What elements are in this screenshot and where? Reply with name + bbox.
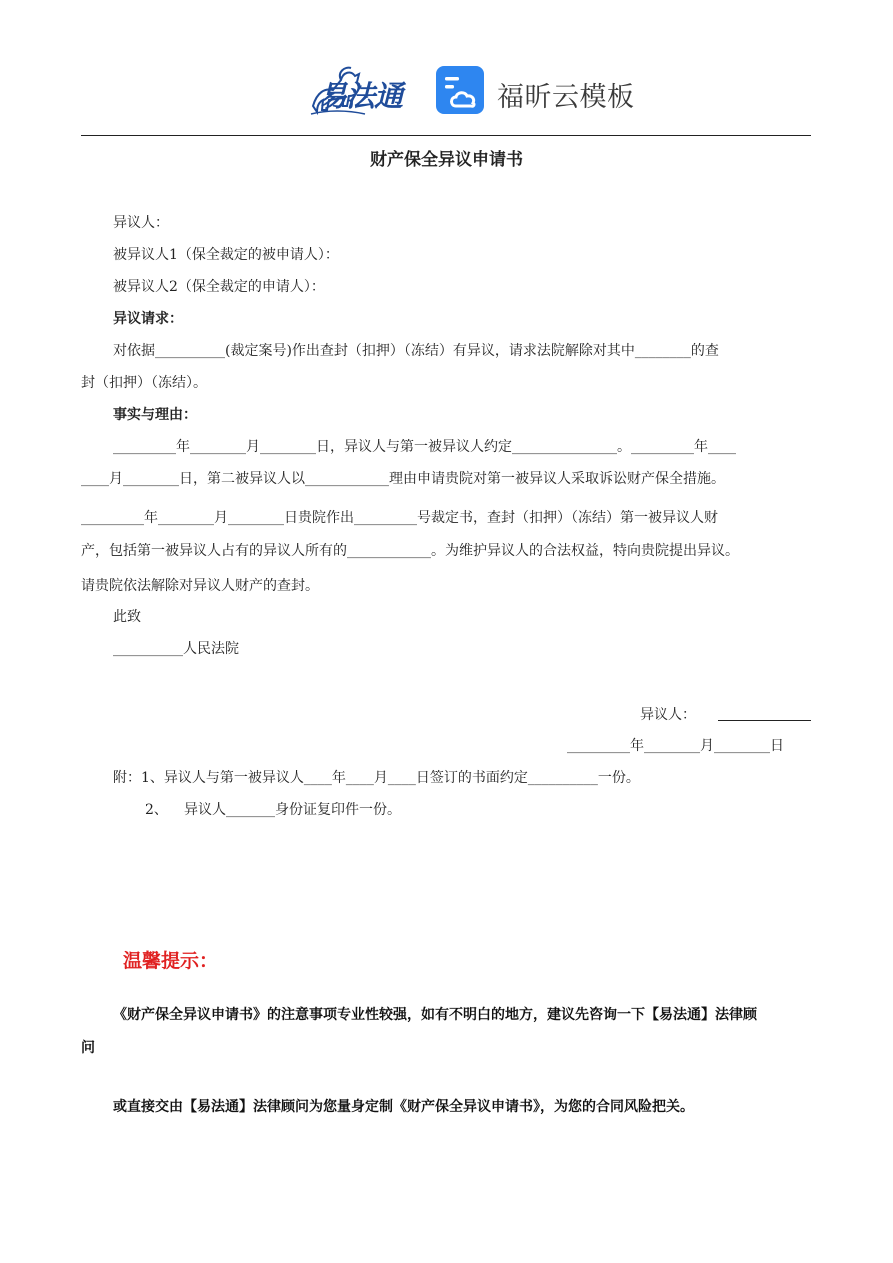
facts-line-3: _________年________月________日贵院作出_________号裁定书，查封（扣押）（冻结）第一被异议人财 xyxy=(81,510,718,526)
document-title: 财产保全异议申请书 xyxy=(370,150,523,170)
facts-line-1: _________年________月________日，异议人与第一被异议人约定_______________。_________年____ xyxy=(113,439,736,455)
facts-heading: 事实与理由： xyxy=(113,407,197,423)
signature-label: 异议人： xyxy=(640,707,696,723)
claims-line-1: 对依据__________(裁定案号)作出查封（扣押）（冻结）有异议，请求法院解除对其中________的查 xyxy=(113,343,719,359)
tips-title: 温馨提示： xyxy=(123,950,219,972)
facts-line-5: 请贵院依法解除对异议人财产的查封。 xyxy=(81,578,319,594)
court-name: __________人民法院 xyxy=(113,641,239,657)
respondent1-label: 被异议人1（保全裁定的被申请人）： xyxy=(113,247,339,263)
objector-label: 异议人： xyxy=(113,215,169,231)
yifatong-logo-text: 易法通 xyxy=(318,79,403,113)
facts-line-2: ____月________日，第二被异议人以____________理由申请贵院对第一被异议人采取诉讼财产保全措施。 xyxy=(81,471,725,487)
attachment-2-text: 异议人_______身份证复印件一份。 xyxy=(184,802,401,818)
tips-line-2: 或直接交由【易法通】法律顾问为您量身定制《财产保全异议申请书》，为您的合同风险把关。 xyxy=(113,1099,694,1115)
header-divider xyxy=(81,135,811,136)
respondent2-label: 被异议人2（保全裁定的申请人）： xyxy=(113,279,325,295)
signature-line xyxy=(718,720,811,721)
fuxin-logo-text: 福昕云模板 xyxy=(497,82,635,113)
claims-heading: 异议请求： xyxy=(113,311,183,327)
closing-salutation: 此致 xyxy=(113,609,141,625)
attachment-1: 附：1、异议人与第一被异议人____年____月____日签订的书面约定__________一份。 xyxy=(113,770,640,786)
tips-line-1-wrap: 问 xyxy=(81,1040,95,1056)
tips-line-1: 《财产保全异议申请书》的注意事项专业性较强，如有不明白的地方，建议先咨询一下【易法通】法律顾 xyxy=(113,1007,757,1023)
signature-date: _________年________月________日 xyxy=(567,738,784,754)
fuxin-logo-icon xyxy=(436,66,484,114)
facts-line-4: 产，包括第一被异议人占有的异议人所有的____________。为维护异议人的合法权益，特向贵院提出异议。 xyxy=(81,543,739,559)
attachment-2-number: 2、 xyxy=(145,802,168,818)
claims-line-2: 封（扣押）（冻结）。 xyxy=(81,375,207,391)
